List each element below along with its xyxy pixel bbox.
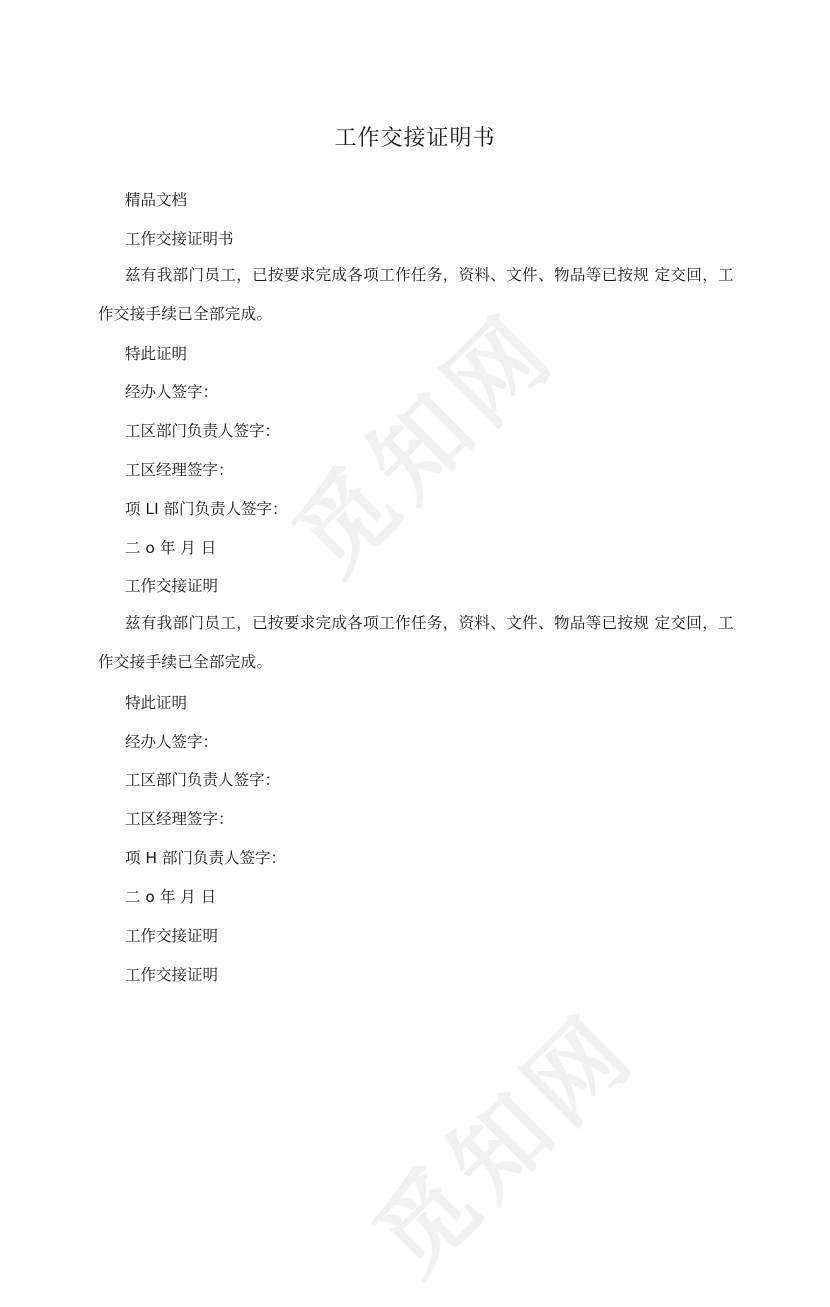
handler-signature-line: 经办人签字： <box>125 733 219 751</box>
date-line: 二 o 年 月 日 <box>125 539 217 557</box>
body-paragraph: 兹有我部门员工，已按要求完成各项工作任务，资料、文件、物品等已按规 定交回，工作交接手续已全部完成。 <box>98 614 734 671</box>
body-paragraph: 兹有我部门员工，已按要求完成各项工作任务，资料、文件、物品等已按规 定交回，工作交接手续已全部完成。 <box>98 266 734 323</box>
watermark: 觅知网 <box>273 291 578 596</box>
dept-head-signature-line: 工区部门负责人签字： <box>125 422 281 440</box>
section-heading: 工作交接证明书 <box>125 230 234 248</box>
section-heading: 工作交接证明 <box>125 577 219 595</box>
section-heading: 工作交接证明 <box>125 966 219 984</box>
project-dept-signature-line: 项 H 部门负责人签字： <box>125 849 287 867</box>
header-label: 精品文档 <box>125 191 188 209</box>
watermark: 觅知网 <box>353 991 658 1296</box>
manager-signature-line: 工区经理签字： <box>125 810 234 828</box>
certify-line: 特此证明 <box>125 345 188 363</box>
dept-head-signature-line: 工区部门负责人签字： <box>125 771 281 789</box>
project-dept-signature-line: 项 LI 部门负责人签字： <box>125 500 288 518</box>
certify-line: 特此证明 <box>125 694 188 712</box>
handler-signature-line: 经办人签字： <box>125 383 219 401</box>
date-line: 二 o 年 月 日 <box>125 888 217 906</box>
manager-signature-line: 工区经理签字： <box>125 461 234 479</box>
document-title: 工作交接证明书 <box>334 126 496 151</box>
section-heading: 工作交接证明 <box>125 927 219 945</box>
